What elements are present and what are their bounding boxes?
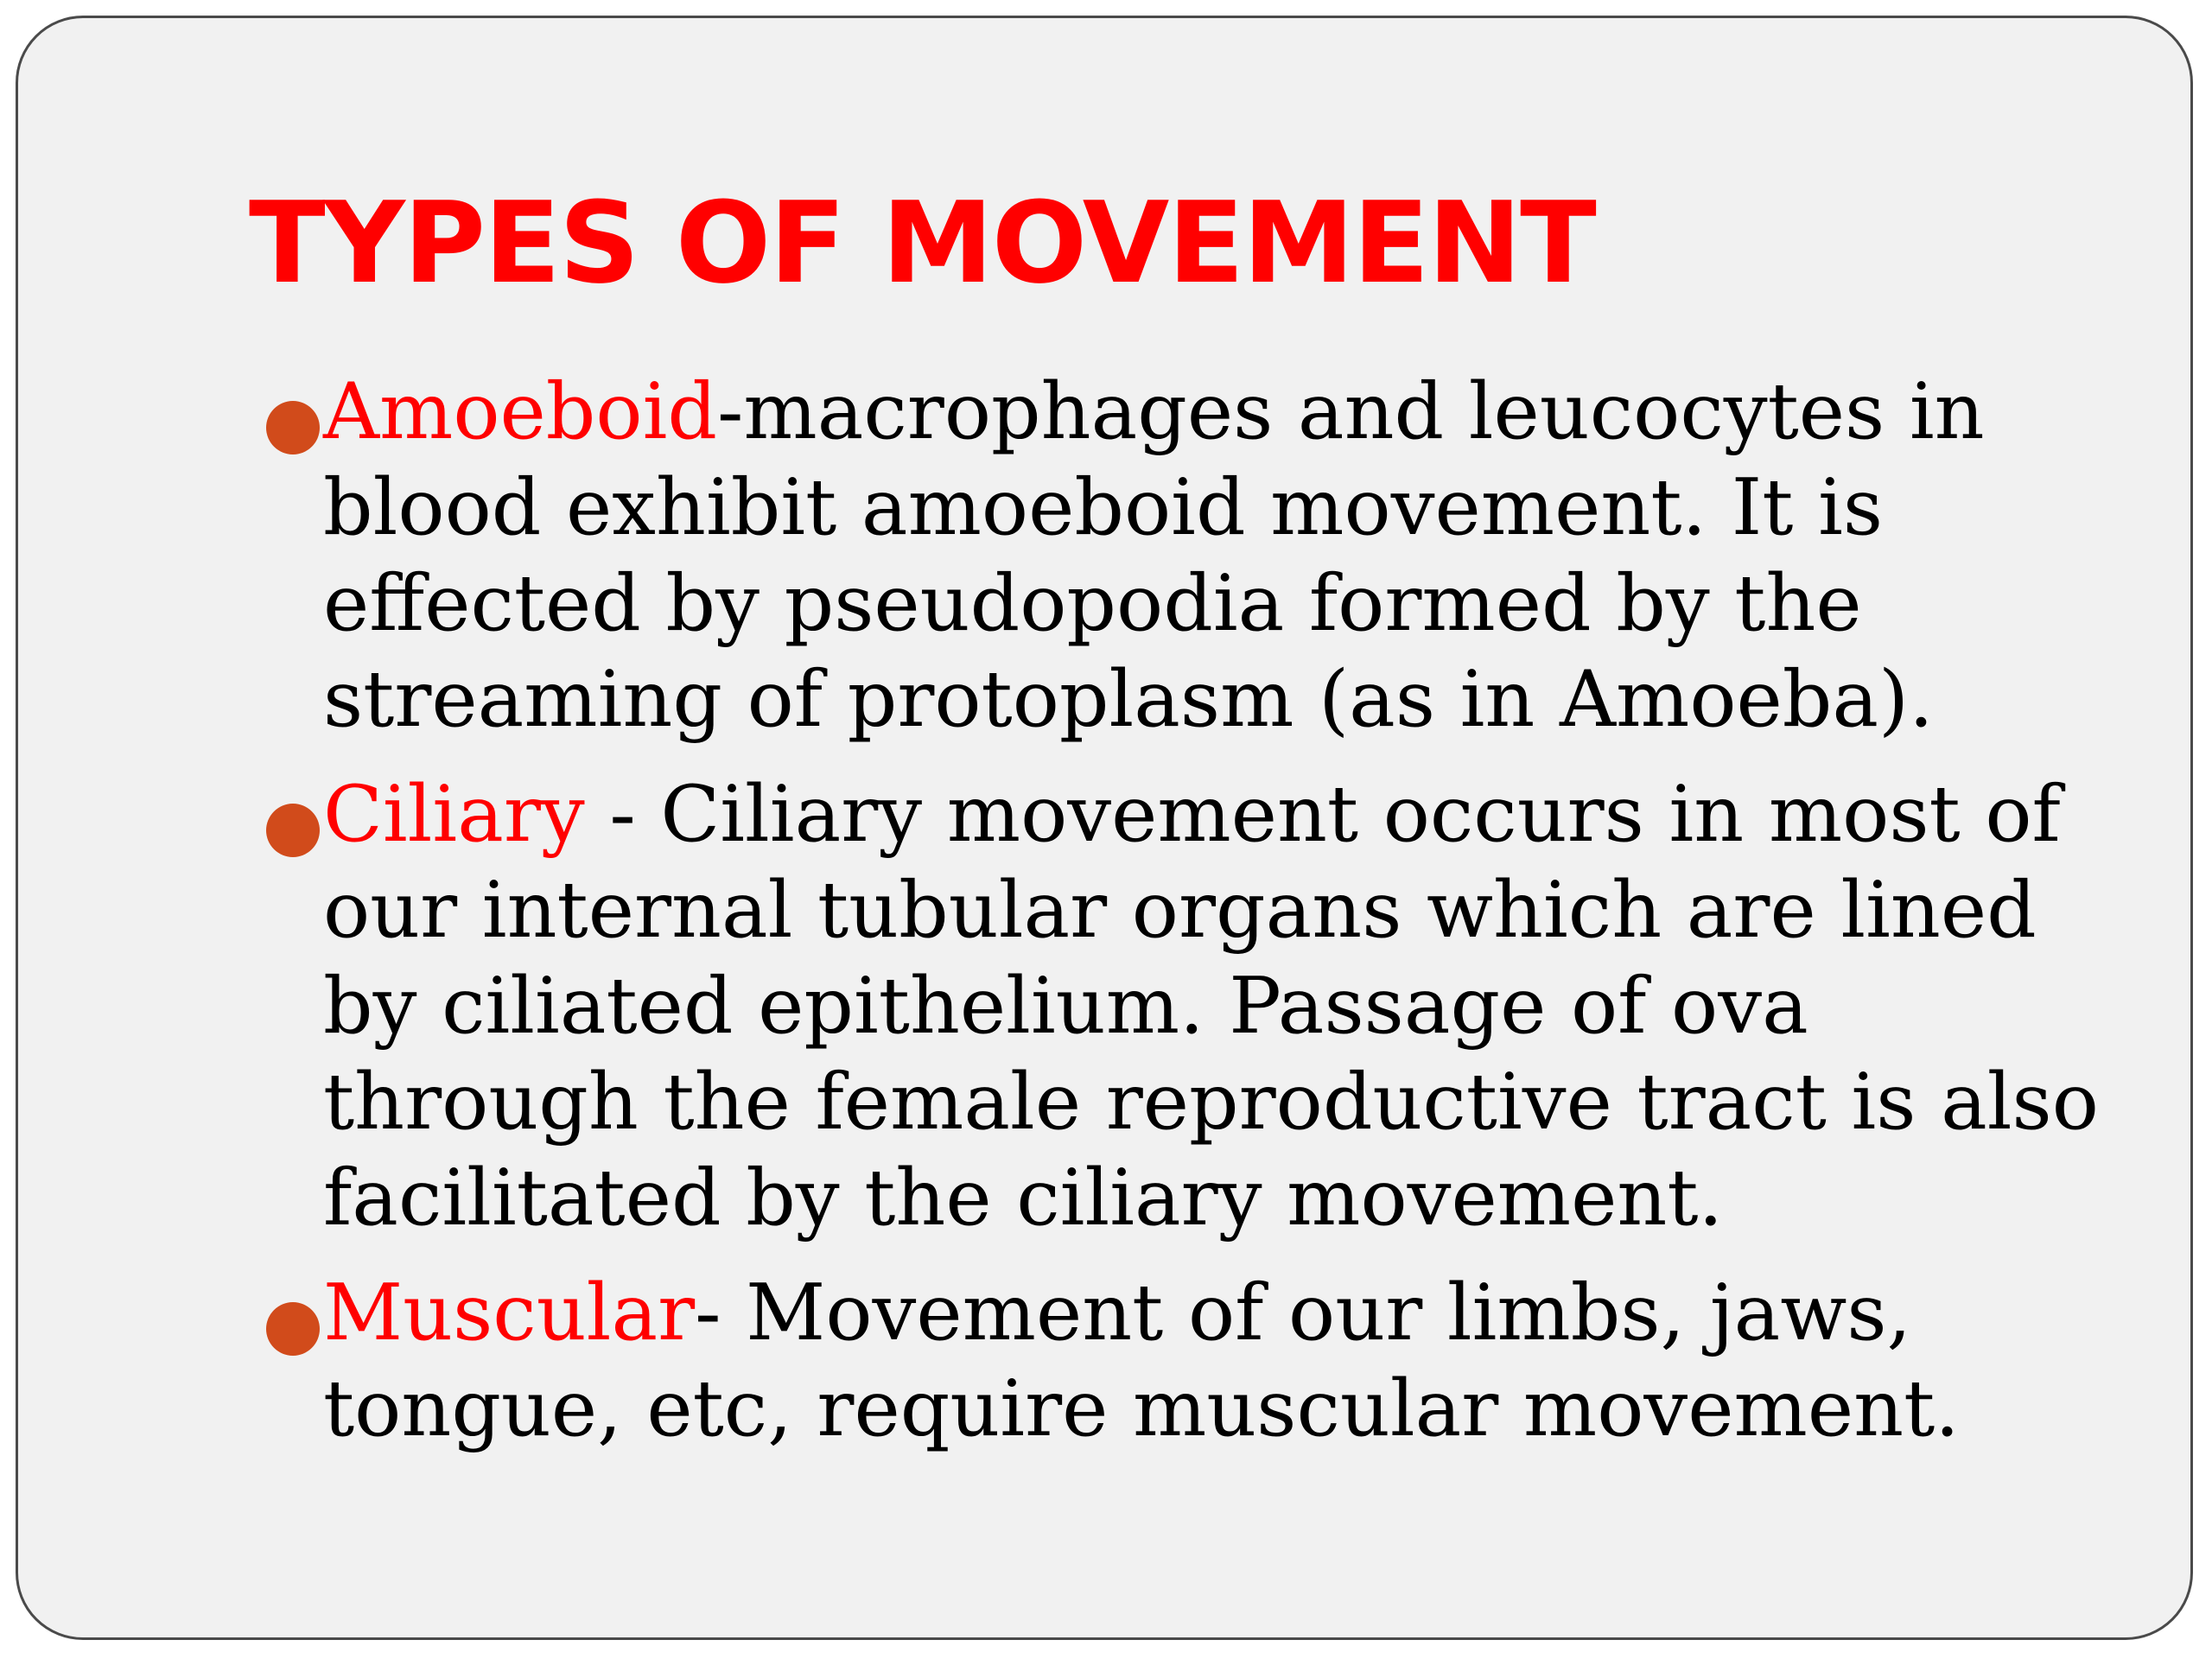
- slide: [16, 16, 2193, 1640]
- bullet-list: [254, 364, 2120, 1476]
- bullet-term: Muscular: [323, 1268, 696, 1358]
- bullet-dot-icon: [266, 804, 320, 857]
- slide-title: TYPES OF MOVEMENT: [249, 177, 1595, 308]
- bullet-text: - Ciliary movement occurs in most of our internal tubular organs which are lined by ciliated epithelium. Passage of ova through the female reproductive tract is also facilitated by the ciliary movement.: [323, 769, 2099, 1243]
- bullet-item-amoeboid: [254, 364, 2120, 747]
- bullet-text: - Movement of our limbs, jaws, tongue, etc, require muscular movement.: [323, 1268, 1960, 1454]
- bullet-item-ciliary: [254, 766, 2120, 1246]
- bullet-term: Ciliary: [323, 769, 585, 860]
- bullet-text: -macrophages and leucocytes in blood exhibit amoeboid movement. It is effected by pseudopodia formed by the streaming of protoplasm (as in Amoeba).: [323, 366, 1985, 745]
- bullet-term: Amoeboid: [323, 366, 717, 457]
- bullet-item-muscular: [254, 1265, 2120, 1457]
- bullet-dot-icon: [266, 1302, 320, 1356]
- bullet-dot-icon: [266, 401, 320, 454]
